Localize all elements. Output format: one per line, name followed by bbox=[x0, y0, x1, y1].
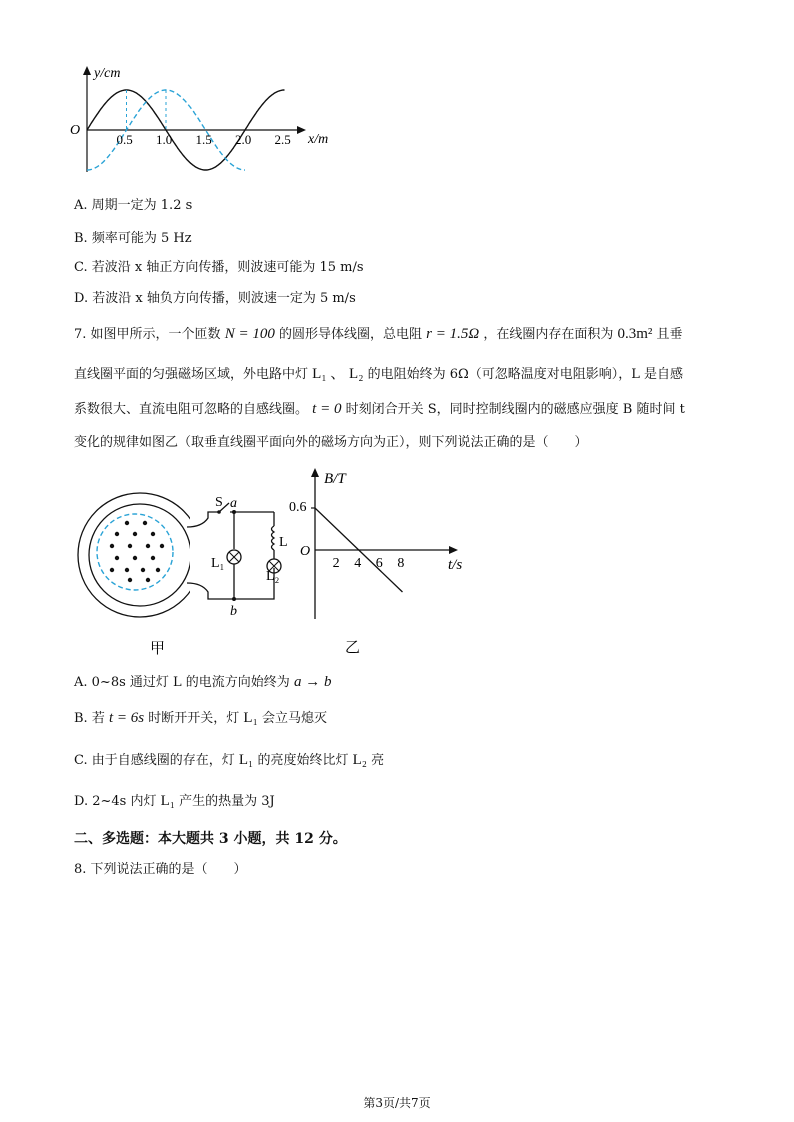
q6-option-c: C. 若波沿 x 轴正方向传播，则波速可能为 15 m/s bbox=[74, 260, 364, 275]
inductor-label: L bbox=[279, 535, 288, 550]
inductor-coil bbox=[272, 526, 275, 550]
field-region bbox=[97, 514, 173, 590]
b-x-label: t/s bbox=[448, 557, 463, 573]
q7-line-2: 直线圈平面的匀强磁场区域，外电路中灯 L₁ 、 L₂ 的电阻始终为 6Ω（可忽略温度对电阻影响），L 是自感 bbox=[74, 366, 684, 382]
q7-line-1: 7. 如图甲所示，一个匝数 N = 100 的圆形导体线圈，总电阻 r = 1.5Ω ，在线圈内存在面积为 0.3m² 且垂 bbox=[74, 326, 683, 342]
wave-origin: O bbox=[70, 123, 81, 138]
page-footer: 第3页/共7页 bbox=[363, 1096, 431, 1110]
b-t-graph bbox=[280, 462, 480, 662]
node-a-label: a bbox=[230, 496, 237, 511]
b-x-tick: 2 bbox=[332, 556, 340, 571]
wave-x-tick: 1.0 bbox=[156, 132, 173, 147]
wave-graph bbox=[60, 60, 350, 180]
coil-inner bbox=[89, 504, 191, 606]
circuit-diagram bbox=[70, 488, 290, 663]
q7-option-b: B. 若 t = 6s 时断开开关，灯 L₁ 会立马熄灭 bbox=[74, 710, 327, 726]
field-dots bbox=[110, 521, 164, 582]
node-b-label: b bbox=[230, 604, 237, 619]
q8-stem: 8. 下列说法正确的是（ ） bbox=[74, 862, 247, 877]
b-y-tick: 0.6 bbox=[289, 500, 307, 515]
b-x-tick: 6 bbox=[375, 556, 383, 571]
wave-x-tick: 2.5 bbox=[274, 132, 291, 147]
q6-option-b: B. 频率可能为 5 Hz bbox=[74, 231, 192, 246]
q7-option-d: D. 2~4s 内灯 L₁ 产生的热量为 3J bbox=[74, 793, 275, 809]
circuit-caption: 甲 bbox=[150, 641, 166, 657]
section-heading: 二、多选题：本大题共 3 小题，共 12 分。 bbox=[74, 831, 347, 847]
q6-option-d: D. 若波沿 x 轴负方向传播，则波速一定为 5 m/s bbox=[74, 291, 356, 306]
switch-label: S bbox=[215, 495, 223, 510]
q7-option-a: A. 0~8s 通过灯 L 的电流方向始终为 a → b bbox=[74, 674, 332, 690]
wave-x-tick: 0.5 bbox=[116, 132, 133, 147]
b-x-tick: 8 bbox=[397, 556, 405, 571]
q7-option-c: C. 由于自感线圈的存在，灯 L₁ 的亮度始终比灯 L₂ 亮 bbox=[74, 752, 385, 768]
wave-x-label: x/m bbox=[308, 132, 329, 147]
b-origin: O bbox=[300, 544, 311, 559]
wave-x-tick: 1.5 bbox=[195, 132, 212, 147]
q7-line-4: 变化的规律如图乙（取垂直线圈平面向外的磁场方向为正），则下列说法正确的是（ ） bbox=[74, 435, 588, 450]
q6-option-a: A. 周期一定为 1.2 s bbox=[74, 198, 193, 213]
lamp-l1-label: L₁ bbox=[211, 556, 225, 571]
b-x-tick: 4 bbox=[354, 556, 362, 571]
b-graph-caption: 乙 bbox=[345, 640, 361, 656]
q7-line-3: 系数很大、直流电阻可忽略的自感线圈。 t = 0 时刻闭合开关 S，同时控制线圈内的磁感应强度 B 随时间 t bbox=[74, 401, 685, 417]
wave-y-label: y/cm bbox=[94, 66, 121, 81]
b-y-label: B/T bbox=[324, 471, 346, 487]
lamp-l2-label: L₂ bbox=[266, 569, 280, 584]
wave-x-tick: 2.0 bbox=[235, 132, 252, 147]
